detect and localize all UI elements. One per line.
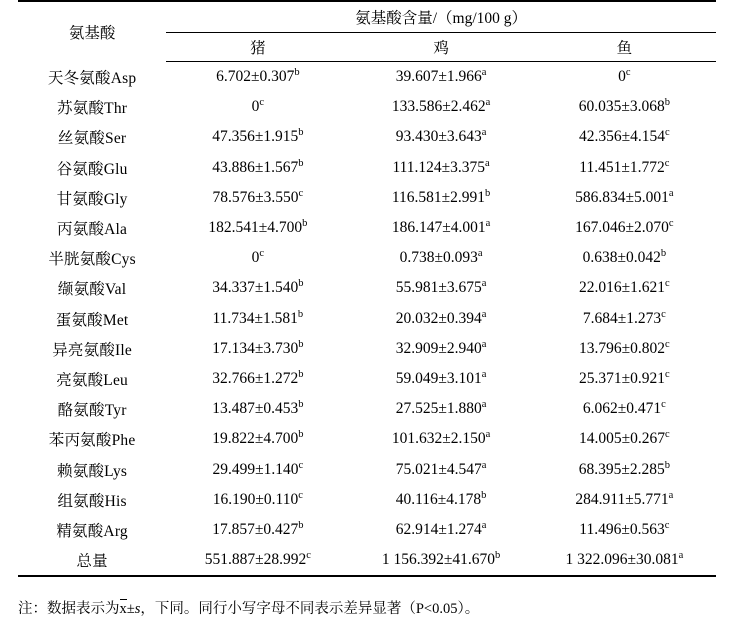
cell-significance-letter: c [664, 157, 670, 169]
cell-value [533, 424, 716, 454]
cell-number: 22.016±1.621 [579, 279, 666, 297]
cell-significance-letter: c [661, 308, 666, 320]
table-row [18, 394, 716, 424]
table-body [18, 62, 716, 577]
cell-significance-letter: b [660, 248, 667, 260]
row-label: 蛋氨酸Met [55, 311, 129, 329]
cell-significance-letter: c [625, 66, 631, 78]
cell-number: 29.499±1.140 [212, 460, 299, 478]
cell-significance-letter: b [297, 308, 304, 320]
cell-value [349, 424, 532, 454]
table-note [18, 600, 718, 620]
cell-significance-letter: a [481, 399, 487, 410]
cell-number: 133.586±2.462 [391, 98, 486, 116]
cell-significance-letter: a [481, 308, 487, 320]
table-row [18, 485, 716, 515]
table-row [18, 243, 716, 273]
cell-number: 0 [251, 98, 260, 116]
cell-significance-letter: a [481, 127, 487, 139]
cell-significance-letter: a [485, 157, 490, 169]
cell-number: 14.005±0.267 [579, 430, 666, 448]
cell-significance-letter: b [298, 157, 304, 169]
cell-value [533, 213, 716, 243]
cell-number: 284.911±5.771 [575, 490, 669, 508]
cell-number: 13.796±0.802 [579, 339, 666, 357]
cell-value [349, 545, 532, 576]
header-col-chicken: 鸡 [349, 33, 532, 62]
cell-number: 42.356±4.154 [579, 128, 666, 146]
cell-value [533, 122, 716, 152]
row-label: 亮氨酸Leu [56, 371, 128, 389]
cell-number: 93.430±3.643 [395, 128, 482, 146]
cell-number: 16.190±0.110 [212, 490, 299, 508]
cell-value [349, 183, 532, 213]
cell-number: 1 156.392±41.670 [381, 551, 496, 569]
cell-value [349, 515, 532, 545]
table-row [18, 454, 716, 484]
cell-value [166, 213, 349, 243]
cell-number: 0 [251, 249, 260, 267]
cell-number: 167.046±2.070 [575, 219, 669, 237]
cell-significance-letter: c [259, 97, 265, 109]
cell-value [349, 454, 532, 484]
cell-value [533, 364, 716, 394]
cell-significance-letter: c [306, 549, 311, 561]
cell-number: 25.371±0.921 [579, 369, 666, 387]
cell-value [349, 243, 532, 273]
cell-number: 186.147±4.001 [391, 219, 486, 237]
cell-value [166, 364, 349, 394]
cell-significance-letter: c [259, 248, 265, 260]
cell-value [166, 92, 349, 122]
cell-value [349, 122, 532, 152]
cell-number: 13.487±0.453 [212, 400, 299, 418]
cell-number: 47.356±1.915 [212, 128, 299, 146]
cell-significance-letter: c [668, 217, 674, 229]
cell-value [349, 153, 532, 183]
cell-value [533, 243, 716, 273]
cell-value [533, 62, 716, 93]
cell-number: 586.834±5.001 [575, 188, 669, 206]
cell-number: 62.914±1.274 [395, 520, 482, 538]
note-mean-symbol: x [120, 600, 127, 620]
table-row [18, 545, 716, 576]
cell-number: 6.062±0.471 [582, 400, 662, 418]
cell-significance-letter: a [481, 459, 487, 471]
cell-value [166, 485, 349, 515]
cell-value [533, 304, 716, 334]
cell-number: 78.576±3.550 [212, 188, 299, 206]
cell-value [349, 273, 532, 303]
cell-value [533, 92, 716, 122]
cell-value [166, 62, 349, 93]
cell-value [533, 183, 716, 213]
cell-number: 39.607±1.966 [395, 68, 482, 86]
cell-value [166, 243, 349, 273]
cell-number: 0 [618, 68, 626, 86]
cell-number: 111.124±3.375 [392, 158, 486, 176]
row-label: 异亮氨酸Ile [52, 341, 132, 359]
cell-significance-letter: c [661, 399, 666, 410]
row-label: 组氨酸His [57, 492, 127, 510]
cell-significance-letter: b [302, 217, 308, 229]
cell-significance-letter: c [665, 429, 670, 441]
cell-value [349, 304, 532, 334]
cell-significance-letter: c [665, 368, 670, 380]
cell-number: 60.035±3.068 [578, 98, 665, 116]
table-row [18, 515, 716, 545]
table-row [18, 213, 716, 243]
header-col-fish: 鱼 [533, 33, 716, 62]
cell-value [533, 394, 716, 424]
row-label: 半胱氨酸Cys [48, 251, 136, 269]
cell-number: 17.857±0.427 [212, 520, 299, 538]
cell-significance-letter: b [298, 429, 304, 441]
cell-number: 182.541±4.700 [208, 219, 303, 237]
cell-number: 20.032±0.394 [395, 309, 482, 327]
row-label: 丙氨酸Ala [57, 221, 128, 239]
cell-number: 43.886±1.567 [212, 158, 299, 176]
cell-significance-letter: a [485, 97, 491, 109]
row-label: 赖氨酸Lys [57, 462, 128, 480]
cell-value [349, 62, 532, 93]
table-row [18, 304, 716, 334]
cell-significance-letter: b [664, 97, 670, 109]
cell-significance-letter: c [298, 489, 303, 501]
header-col-pork: 猪 [166, 33, 349, 62]
cell-value [533, 273, 716, 303]
cell-significance-letter: a [485, 429, 491, 441]
table-row [18, 92, 716, 122]
cell-value [166, 273, 349, 303]
cell-significance-letter: a [481, 368, 487, 380]
cell-significance-letter: b [495, 549, 501, 561]
header-group-title: 氨基酸含量/（mg/100 g） [166, 1, 716, 33]
cell-number: 75.021±4.547 [395, 460, 482, 478]
cell-value [533, 515, 716, 545]
cell-significance-letter: c [664, 519, 670, 531]
cell-significance-letter: b [298, 399, 304, 410]
cell-value [166, 454, 349, 484]
cell-number: 17.134±3.730 [212, 339, 299, 357]
cell-significance-letter: b [298, 338, 304, 350]
table-row [18, 364, 716, 394]
row-label: 苏氨酸Thr [57, 100, 128, 118]
cell-number: 11.451±1.772 [579, 158, 665, 176]
table-row [18, 62, 716, 93]
cell-number: 32.766±1.272 [212, 369, 299, 387]
cell-value [349, 213, 532, 243]
cell-number: 6.702±0.307 [216, 68, 295, 86]
note-prefix: 注：数据表示为 [18, 601, 120, 617]
cell-value [166, 304, 349, 334]
cell-number: 40.116±4.178 [395, 490, 482, 508]
cell-value [166, 545, 349, 576]
note-suffix: ，下同。同行小写字母不同表示差异显著（P<0.05）。 [140, 601, 480, 617]
row-label: 酪氨酸Tyr [57, 402, 127, 420]
note-mid: ±s [126, 601, 141, 617]
row-label: 总量 [18, 545, 166, 576]
amino-acid-content-table [18, 0, 716, 577]
row-label: 谷氨酸Glu [56, 160, 128, 178]
cell-number: 55.981±3.675 [395, 279, 482, 297]
cell-significance-letter: b [664, 459, 670, 471]
table-row [18, 153, 716, 183]
cell-significance-letter: b [294, 66, 300, 78]
cell-significance-letter: b [485, 187, 491, 199]
cell-number: 1 322.096±30.081 [565, 551, 679, 569]
table-header-row-1 [18, 1, 716, 33]
cell-number: 11.734±1.581 [212, 309, 298, 327]
cell-number: 0.738±0.093 [399, 249, 478, 267]
cell-value [166, 515, 349, 545]
cell-value [166, 153, 349, 183]
cell-significance-letter: a [481, 278, 487, 290]
cell-significance-letter: a [481, 338, 487, 350]
table-row [18, 273, 716, 303]
cell-significance-letter: c [665, 338, 670, 350]
cell-significance-letter: a [678, 549, 684, 561]
cell-significance-letter: b [298, 278, 304, 290]
cell-number: 19.822±4.700 [212, 430, 299, 448]
cell-number: 27.525±1.880 [395, 400, 482, 418]
cell-significance-letter: a [668, 187, 674, 199]
cell-value [533, 454, 716, 484]
cell-number: 116.581±2.991 [391, 188, 486, 206]
table-row [18, 183, 716, 213]
table-row [18, 334, 716, 364]
cell-significance-letter: b [481, 489, 487, 501]
cell-number: 11.496±0.563 [579, 520, 665, 538]
header-row-label: 氨基酸 [18, 1, 166, 62]
row-label: 甘氨酸Gly [56, 190, 128, 208]
cell-significance-letter: b [298, 368, 304, 380]
cell-number: 7.684±1.273 [582, 309, 662, 327]
cell-number: 34.337±1.540 [212, 279, 299, 297]
row-label: 精氨酸Arg [56, 522, 128, 540]
cell-number: 32.909±2.940 [395, 339, 482, 357]
cell-number: 0.638±0.042 [582, 249, 661, 267]
cell-significance-letter: a [477, 248, 483, 260]
cell-value [166, 424, 349, 454]
cell-number: 101.632±2.150 [391, 430, 486, 448]
cell-significance-letter: b [298, 127, 304, 139]
cell-significance-letter: c [298, 187, 304, 199]
cell-value [349, 364, 532, 394]
cell-value [533, 545, 716, 576]
cell-significance-letter: a [481, 66, 487, 78]
cell-value [533, 334, 716, 364]
cell-value [533, 485, 716, 515]
cell-significance-letter: c [665, 127, 670, 139]
table-row [18, 122, 716, 152]
cell-value [349, 334, 532, 364]
cell-value [349, 92, 532, 122]
cell-number: 68.395±2.285 [578, 460, 665, 478]
row-label: 缬氨酸Val [57, 281, 127, 299]
row-label: 天冬氨酸Asp [47, 69, 137, 87]
cell-significance-letter: c [665, 278, 670, 290]
cell-significance-letter: a [481, 519, 487, 531]
cell-significance-letter: b [298, 519, 304, 531]
table-row [18, 424, 716, 454]
cell-value [166, 183, 349, 213]
cell-value [533, 153, 716, 183]
cell-significance-letter: c [298, 459, 304, 471]
cell-value [349, 485, 532, 515]
cell-value [166, 394, 349, 424]
cell-number: 59.049±3.101 [395, 369, 482, 387]
cell-significance-letter: a [485, 217, 491, 229]
cell-value [166, 334, 349, 364]
cell-number: 551.887±28.992 [204, 551, 307, 569]
cell-value [349, 394, 532, 424]
cell-significance-letter: a [668, 489, 674, 501]
row-label: 丝氨酸Ser [57, 130, 127, 148]
cell-value [166, 122, 349, 152]
row-label: 苯丙氨酸Phe [48, 432, 136, 450]
